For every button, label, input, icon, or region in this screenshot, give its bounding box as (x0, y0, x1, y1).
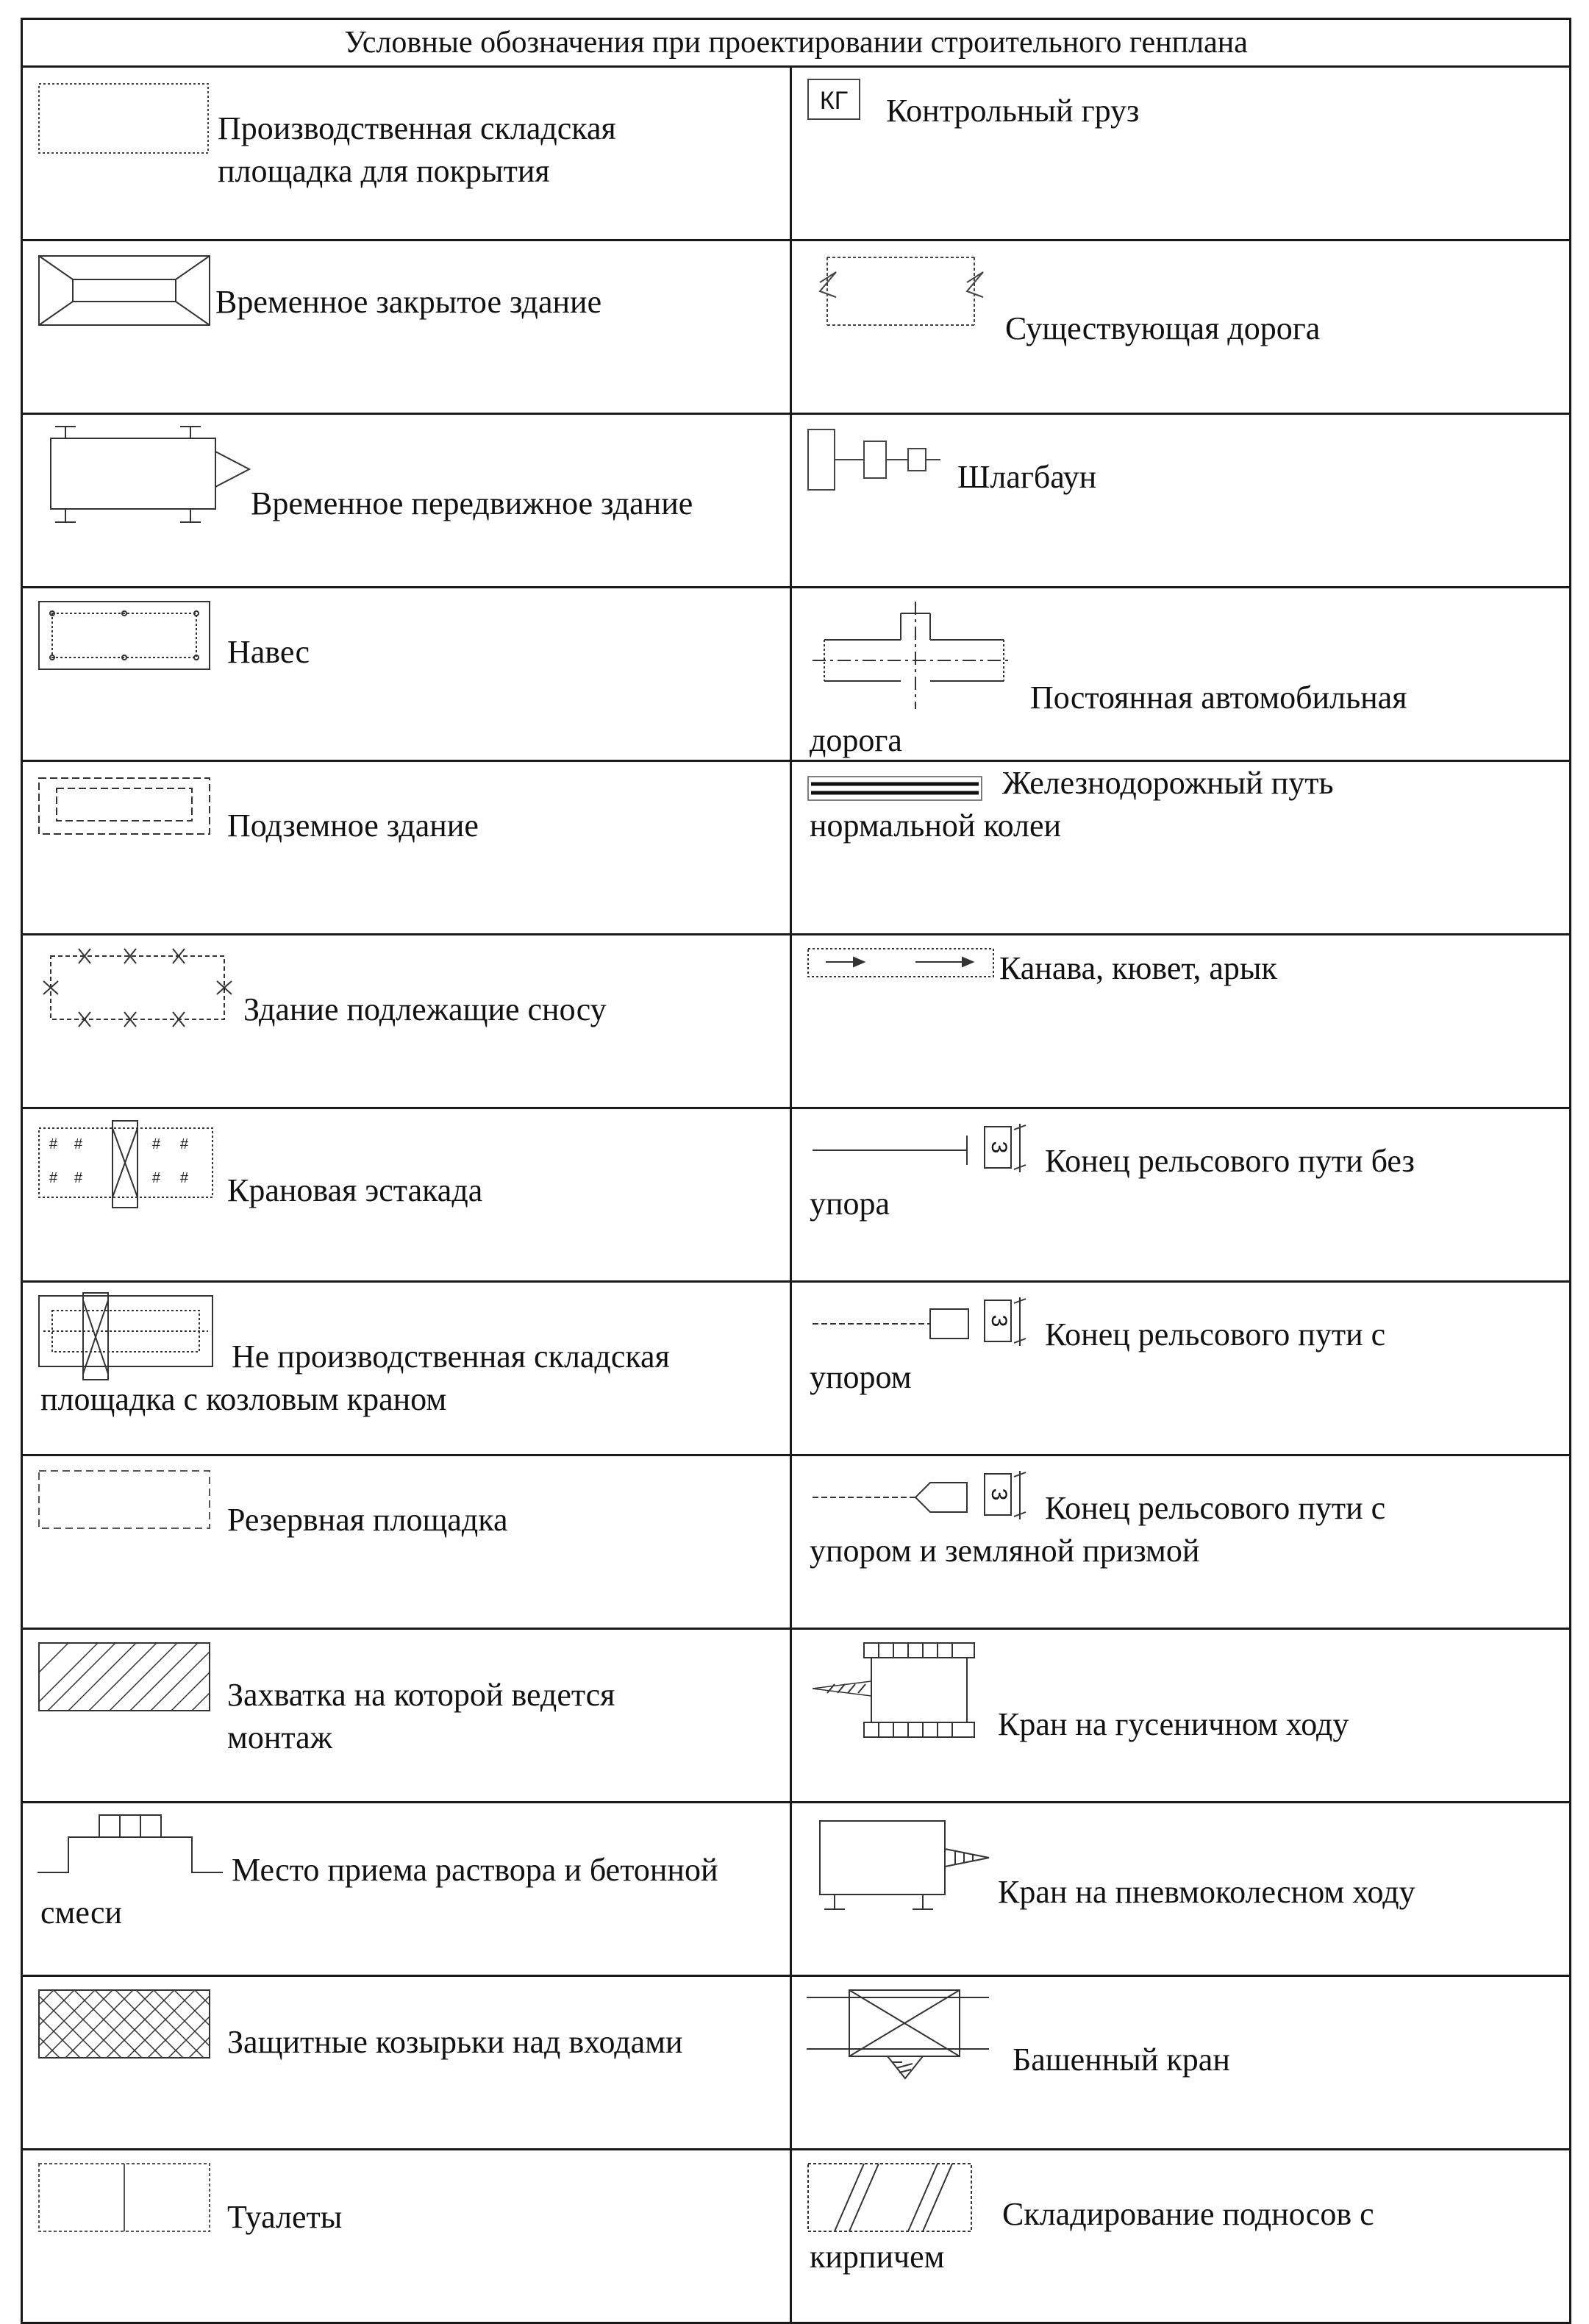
legend-cell (791, 935, 1571, 1108)
legend-text: Навес (227, 634, 310, 670)
temporary-closed-building-icon (36, 252, 213, 340)
barrier-icon (805, 425, 952, 499)
legend-text: Конец рельсового пути с упором (810, 1316, 1386, 1395)
table-row (22, 1455, 1571, 1629)
legend-cell (791, 1455, 1571, 1629)
svg-text:#: # (152, 1170, 161, 1186)
rail-end-dimension: 3 (987, 1141, 1012, 1154)
legend-text: Место приема раствора и бетонной смеси (40, 1852, 718, 1931)
crane-overpass-icon (36, 1119, 227, 1215)
legend-cell (791, 414, 1571, 588)
legend-cell (22, 761, 791, 935)
tower-crane-icon (805, 1987, 996, 2097)
reserve-area-icon (36, 1466, 213, 1540)
svg-text:#: # (49, 1170, 58, 1186)
legend-cell (22, 67, 791, 240)
legend-cell (22, 1282, 791, 1455)
legend-text: Защитные козырьки над входами (227, 2024, 683, 2060)
legend-cell (791, 1108, 1571, 1282)
legend-cell (22, 240, 791, 414)
table-row (22, 761, 1571, 935)
legend-cell (22, 588, 791, 761)
legend-text: Постоянная автомобильная дорога (810, 680, 1407, 758)
legend-text: Резервная площадка (227, 1502, 508, 1538)
svg-text:#: # (74, 1136, 83, 1152)
legend-text: Производственная складская площадка для покрытия (218, 110, 616, 189)
legend-cell (791, 67, 1571, 240)
legend-text: Контрольный груз (886, 93, 1140, 129)
legend-text: Кран на гусеничном ходу (998, 1706, 1349, 1742)
rail-end-dimension: 3 (987, 1314, 1012, 1327)
legend-cell (791, 1976, 1571, 2150)
legend-text: Временное закрытое здание (215, 284, 602, 320)
legend-text: Туалеты (227, 2199, 343, 2235)
table-row (22, 1108, 1571, 1282)
legend-text: Подземное здание (227, 808, 479, 844)
legend-text: Шлагбаун (957, 459, 1097, 495)
legend-text: Не производственная складская площадка с козловым краном (40, 1339, 670, 1417)
table-row (22, 240, 1571, 414)
legend-cell (22, 1108, 791, 1282)
legend-cell (791, 1629, 1571, 1803)
entrance-canopy-icon (36, 1987, 213, 2068)
legend-text: Захватка на которой ведется монтаж (227, 1677, 615, 1756)
legend-cell (791, 2150, 1571, 2323)
legend-text: Канава, кювет, арык (999, 950, 1277, 986)
legend-cell (22, 935, 791, 1108)
svg-text:#: # (74, 1170, 83, 1186)
legend-text: Существующая дорога (1005, 310, 1321, 346)
legend-text: Башенный кран (1013, 2042, 1230, 2078)
legend-text: Железнодорожный путь нормальной колеи (810, 765, 1334, 844)
existing-road-icon (805, 252, 996, 340)
table-row (22, 935, 1571, 1108)
table-row (22, 1282, 1571, 1455)
canopy-icon (36, 599, 213, 687)
table-row (22, 414, 1571, 588)
demolition-building-icon (36, 946, 242, 1034)
legend-text: Здание подлежащие сносу (243, 991, 607, 1027)
legend-text: Конец рельсового пути без упора (810, 1143, 1415, 1222)
legend-cell (791, 1282, 1571, 1455)
legend-text: Временное передвижное здание (251, 485, 693, 521)
legend-cell (791, 240, 1571, 414)
legend-cell (22, 1976, 791, 2150)
svg-text:#: # (152, 1136, 161, 1152)
ditch-icon (805, 946, 1004, 983)
legend-cell (791, 1803, 1571, 1976)
legend-table (21, 18, 1571, 2324)
legend-text: Кран на пневмоколесном ходу (998, 1874, 1415, 1910)
legend-cell (791, 761, 1571, 935)
underground-building-icon (36, 772, 213, 846)
legend-cell (22, 2150, 791, 2323)
legend-cell (22, 1455, 791, 1629)
svg-text:#: # (180, 1170, 189, 1186)
legend-text: Конец рельсового пути с упором и земляной призмой (810, 1490, 1386, 1569)
storage-area-icon (36, 78, 213, 166)
table-row (22, 1803, 1571, 1976)
table-row (22, 67, 1571, 240)
crawler-crane-icon (805, 1640, 996, 1743)
legend-text: Складирование подносов с кирпичем (810, 2196, 1374, 2275)
legend-cell (22, 1803, 791, 1976)
table-row (22, 588, 1571, 761)
legend-cell (791, 588, 1571, 761)
temporary-mobile-building-icon (36, 425, 257, 528)
legend-text: Крановая эстакада (227, 1172, 483, 1208)
rail-end-dimension: 3 (987, 1488, 1012, 1501)
control-load-mark: КГ (819, 87, 849, 115)
table-row (22, 2150, 1571, 2323)
legend-cell (22, 1629, 791, 1803)
toilets-icon (36, 2161, 213, 2242)
table-row (22, 1976, 1571, 2150)
svg-text:#: # (180, 1136, 189, 1152)
svg-text:#: # (49, 1136, 58, 1152)
table-title: Условные обозначения при проектировании строительного генплана (22, 19, 1571, 67)
legend-cell (22, 414, 791, 588)
mounting-section-icon (36, 1640, 213, 1721)
wheeled-crane-icon (805, 1814, 1004, 1924)
control-load-icon (805, 78, 864, 129)
table-row (22, 1629, 1571, 1803)
